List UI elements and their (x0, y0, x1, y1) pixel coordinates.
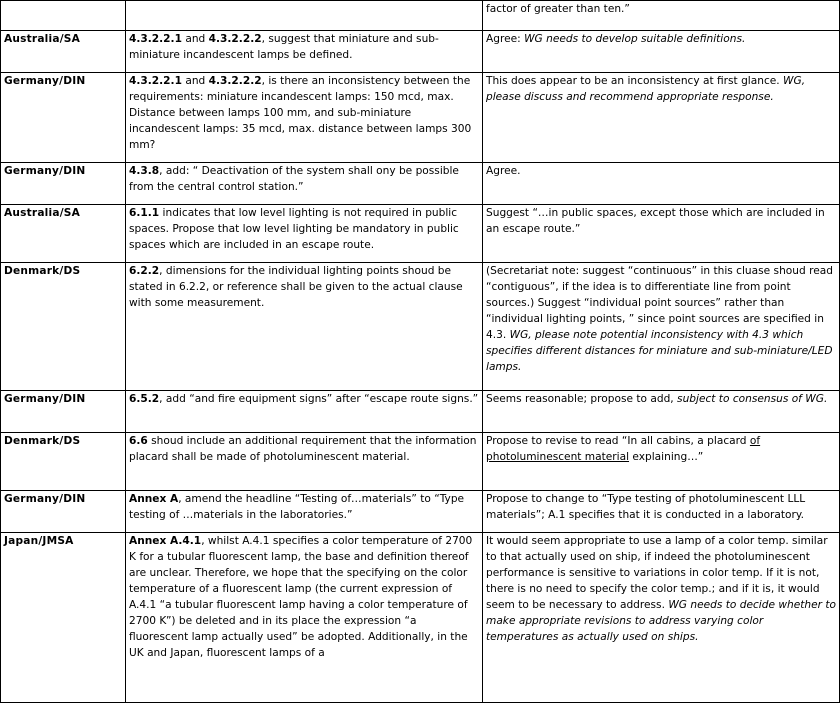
response-cell (483, 1, 840, 31)
editorial-note: WG, please discuss and recommend appropriate response. (486, 75, 806, 103)
clause-reference: Annex A (129, 493, 179, 505)
country-cell: Germany/DIN (1, 73, 126, 163)
text-run: factor of greater than ten.” (486, 3, 630, 15)
text-run: , amend the headline “Testing of…materials” to “Type testing of …materials in the laboratories.” (129, 493, 465, 521)
text-run: Suggest “…in public spaces, except those which are included in an escape route.” (486, 207, 825, 235)
comment-cell (126, 31, 483, 73)
country-cell: Australia/SA (1, 31, 126, 73)
comment-cell (126, 205, 483, 263)
comment-cell (126, 533, 483, 703)
table-row (1, 391, 840, 433)
comments-table-body (1, 1, 840, 703)
table-row (1, 31, 840, 73)
comment-cell (126, 391, 483, 433)
table-row (1, 533, 840, 703)
editorial-note: WG needs to decide whether to make appropriate revisions to address varying color temperatures as actually used on ships. (486, 599, 836, 643)
clause-reference: Annex A.4.1 (129, 535, 202, 547)
editorial-note: subject to consensus of WG. (677, 393, 828, 405)
text-run: Agree: (486, 33, 525, 45)
clause-reference: 6.1.1 (129, 207, 160, 219)
underlined-text: of photoluminescent material (486, 435, 761, 463)
table-row (1, 433, 840, 491)
table-row (1, 263, 840, 391)
country-cell: Germany/DIN (1, 491, 126, 533)
text-run: (Secretariat note: suggest “continuous” in this cluase shoud read “contiguous”, if the idea is to differentiate line from point (486, 265, 833, 293)
text-run: explaining…” (629, 451, 704, 463)
clause-reference: 6.6 (129, 435, 148, 447)
text-run: , is there an inconsistency between the requirements: miniature incandescent lamps: 150 mcd, max. Distance between lamps 100 mm, and sub-miniature incandescent lamps: 35 mcd, max. distance between lamps 300 mm? (129, 75, 472, 151)
country-cell: Denmark/DS (1, 433, 126, 491)
country-cell: Japan/JMSA (1, 533, 126, 703)
text-run: Seems reasonable; propose to add, (486, 393, 678, 405)
table-row (1, 205, 840, 263)
response-cell (483, 491, 840, 533)
response-cell (483, 533, 840, 703)
text-run: It would seem appropriate to use a lamp of a color temp. similar to that actually used on ship, if indeed the photoluminescent performance is sensitive to variations in color temp. If it is not, there is no need to specify the color temp.; and if it is, it would seem to be necessary to address. (486, 535, 828, 611)
country-cell (1, 1, 126, 31)
text-run: , suggest that miniature and sub-miniature incandescent lamps be defined. (129, 33, 439, 61)
response-cell (483, 163, 840, 205)
text-run: shoud include an additional requirement that the information placard shall be made of photoluminescent material. (129, 435, 477, 463)
comment-cell (126, 1, 483, 31)
comment-cell (126, 163, 483, 205)
text-run: and (181, 75, 209, 87)
clause-reference: 4.3.2.2.2 (208, 75, 262, 87)
comment-cell (126, 491, 483, 533)
response-cell (483, 433, 840, 491)
text-run: Propose to revise to read “In all cabins, a placard (486, 435, 750, 447)
clause-reference: 6.2.2 (129, 265, 160, 277)
country-cell: Australia/SA (1, 205, 126, 263)
table-row (1, 1, 840, 31)
text-run: Agree. (486, 165, 521, 177)
clause-reference: 4.3.2.2.1 (129, 75, 182, 87)
text-run: , dimensions for the individual lighting points shoud be stated in 6.2.2, or reference shall be given to the actual clause with some measurement. (129, 265, 463, 309)
text-run: This does appear to be an inconsistency at first glance. (486, 75, 784, 87)
response-cell (483, 205, 840, 263)
comment-cell (126, 433, 483, 491)
text-run: and (181, 33, 209, 45)
clause-reference: 4.3.8 (129, 165, 160, 177)
clause-reference: 4.3.2.2.1 (129, 33, 182, 45)
editorial-note: WG, please note potential inconsistency with 4.3 which specifies different distances for miniature and sub-miniature/LED lamps. (486, 329, 833, 373)
response-cell (483, 263, 840, 391)
response-cell (483, 73, 840, 163)
country-cell: Germany/DIN (1, 163, 126, 205)
response-cell (483, 31, 840, 73)
comment-cell (126, 73, 483, 163)
clause-reference: 4.3.2.2.2 (208, 33, 262, 45)
text-run: , add: “ Deactivation of the system shall ony be possible from the central control station.” (129, 165, 459, 193)
country-cell: Denmark/DS (1, 263, 126, 391)
clause-reference: 6.5.2 (129, 393, 160, 405)
text-run: , add “and fire equipment signs” after “escape route signs.” (159, 393, 479, 405)
response-cell (483, 391, 840, 433)
table-row (1, 73, 840, 163)
comment-cell (126, 263, 483, 391)
country-cell: Germany/DIN (1, 391, 126, 433)
text-run: indicates that low level lighting is not required in public spaces. Propose that low level lighting be mandatory in public spaces which are included in an escape route. (129, 207, 459, 251)
editorial-note: WG needs to develop suitable definitions. (524, 33, 746, 45)
text-run: Propose to change to “Type testing of photoluminescent LLL materials”; A.1 specifies that it is conducted in a laboratory. (486, 493, 806, 521)
table-row (1, 491, 840, 533)
text-run: , whilst A.4.1 specifies a color temperature of 2700 K for a tubular fluorescent lamp, the base and definition thereof are unclear. Therefore, we hope that the specifying on the color temperature of a fluorescent lamp (the current expression of A.4.1 “a tubular fluorescent lamp having a color temperature of 2700 K”) be deleted and in its place the expression “a fluorescent lamp actually used” be adopted. Additionally, in the UK and Japan, fluorescent lamps of a (129, 535, 473, 659)
table-row (1, 163, 840, 205)
text-run: sources.) Suggest “individual point sources” rather than “individual lighting points, ” since point sources are specified in 4.3. (486, 297, 824, 341)
